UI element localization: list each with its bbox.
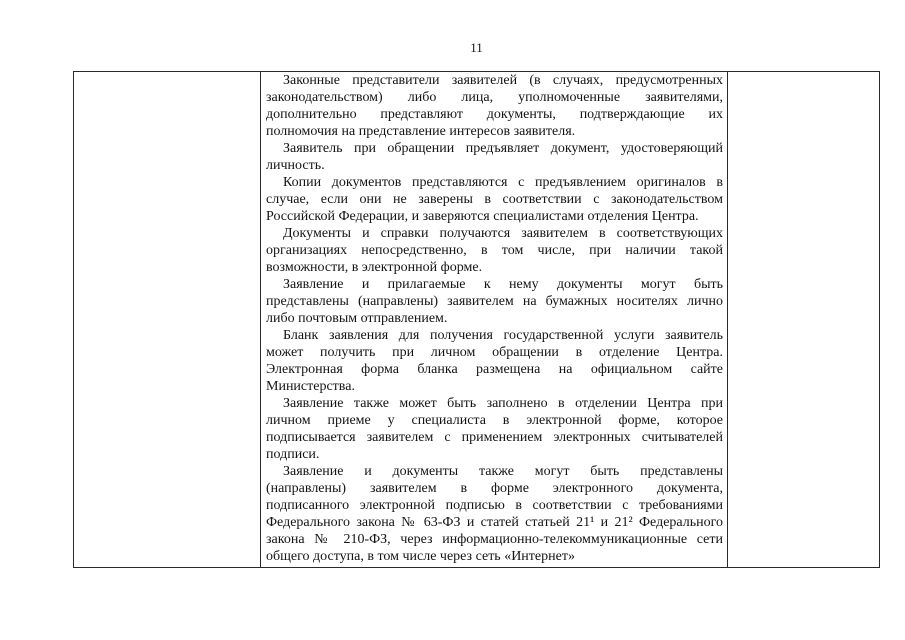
- text-line: Заявление и прилагаемые к нему документы могут быть: [283, 277, 723, 292]
- text-line: Копии документов представляются с предъявлением оригиналов в: [283, 175, 723, 190]
- paragraph: [266, 174, 723, 225]
- paragraph: [266, 395, 723, 463]
- text-line: возможности, в электронной форме.: [266, 260, 483, 275]
- table-cell-middle: [261, 72, 728, 567]
- text-line: подписи.: [266, 447, 320, 462]
- text-line: Федерального закона № 63-ФЗ и статей статьей 21¹ и 21² Федерального: [266, 515, 723, 530]
- text-line: может получить при личном обращении в отделение Центра.: [266, 345, 723, 360]
- page-number: 11: [470, 40, 483, 55]
- text-line: Заявление и документы также могут быть представлены: [283, 464, 723, 479]
- text-line: подписывается заявителем с применением электронных считывателей: [266, 430, 723, 445]
- text-line: Документы и справки получаются заявителем в соответствующих: [283, 226, 723, 241]
- text-line: случае, если они не заверены в соответствии с законодательством: [266, 192, 723, 207]
- text-line: закона № 210-ФЗ, через информационно-телекоммуникационные сети: [266, 532, 723, 547]
- text-line: Российской Федерации, и заверяются специалистами отделения Центра.: [266, 209, 699, 224]
- text-line: личном приеме у специалиста в электронной форме, которое: [266, 413, 723, 428]
- text-line: подписанного электронной подписью в соответствии с требованиями: [266, 498, 723, 513]
- paragraph: [266, 327, 723, 395]
- text-line: либо почтовым отправлением.: [266, 311, 448, 326]
- paragraph: [266, 225, 723, 276]
- text-line: организациях непосредственно, в том числе, при наличии такой: [266, 243, 723, 258]
- text-line: Министерства.: [266, 379, 355, 394]
- paragraph: [266, 276, 723, 327]
- table-cell-left: [74, 72, 261, 567]
- text-line: законодательством) либо лица, уполномоченные заявителями,: [266, 90, 723, 105]
- text-line: Заявление также может быть заполнено в отделении Центра при: [283, 396, 723, 411]
- paragraph: [266, 140, 723, 174]
- text-line: представлены (направлены) заявителем на бумажных носителях лично: [266, 294, 723, 309]
- text-line: общего доступа, в том числе через сеть «Интернет»: [266, 549, 575, 564]
- paragraph: [266, 463, 723, 565]
- paragraph: [266, 72, 723, 140]
- text-line: полномочия на представление интересов заявителя.: [266, 124, 576, 139]
- text-line: Заявитель при обращении предъявляет документ, удостоверяющий: [283, 141, 723, 156]
- text-line: дополнительно представляют документы, подтверждающие их: [266, 107, 723, 122]
- text-line: Бланк заявления для получения государственной услуги заявитель: [283, 328, 723, 343]
- document-table: [73, 71, 880, 568]
- text-line: Электронная форма бланка размещена на официальном сайте: [266, 362, 723, 377]
- text-line: личность.: [266, 158, 325, 173]
- table-cell-right: [728, 72, 879, 567]
- text-line: (направлены) заявителем в форме электронного документа,: [266, 481, 723, 496]
- text-line: Законные представители заявителей (в случаях, предусмотренных: [283, 73, 723, 88]
